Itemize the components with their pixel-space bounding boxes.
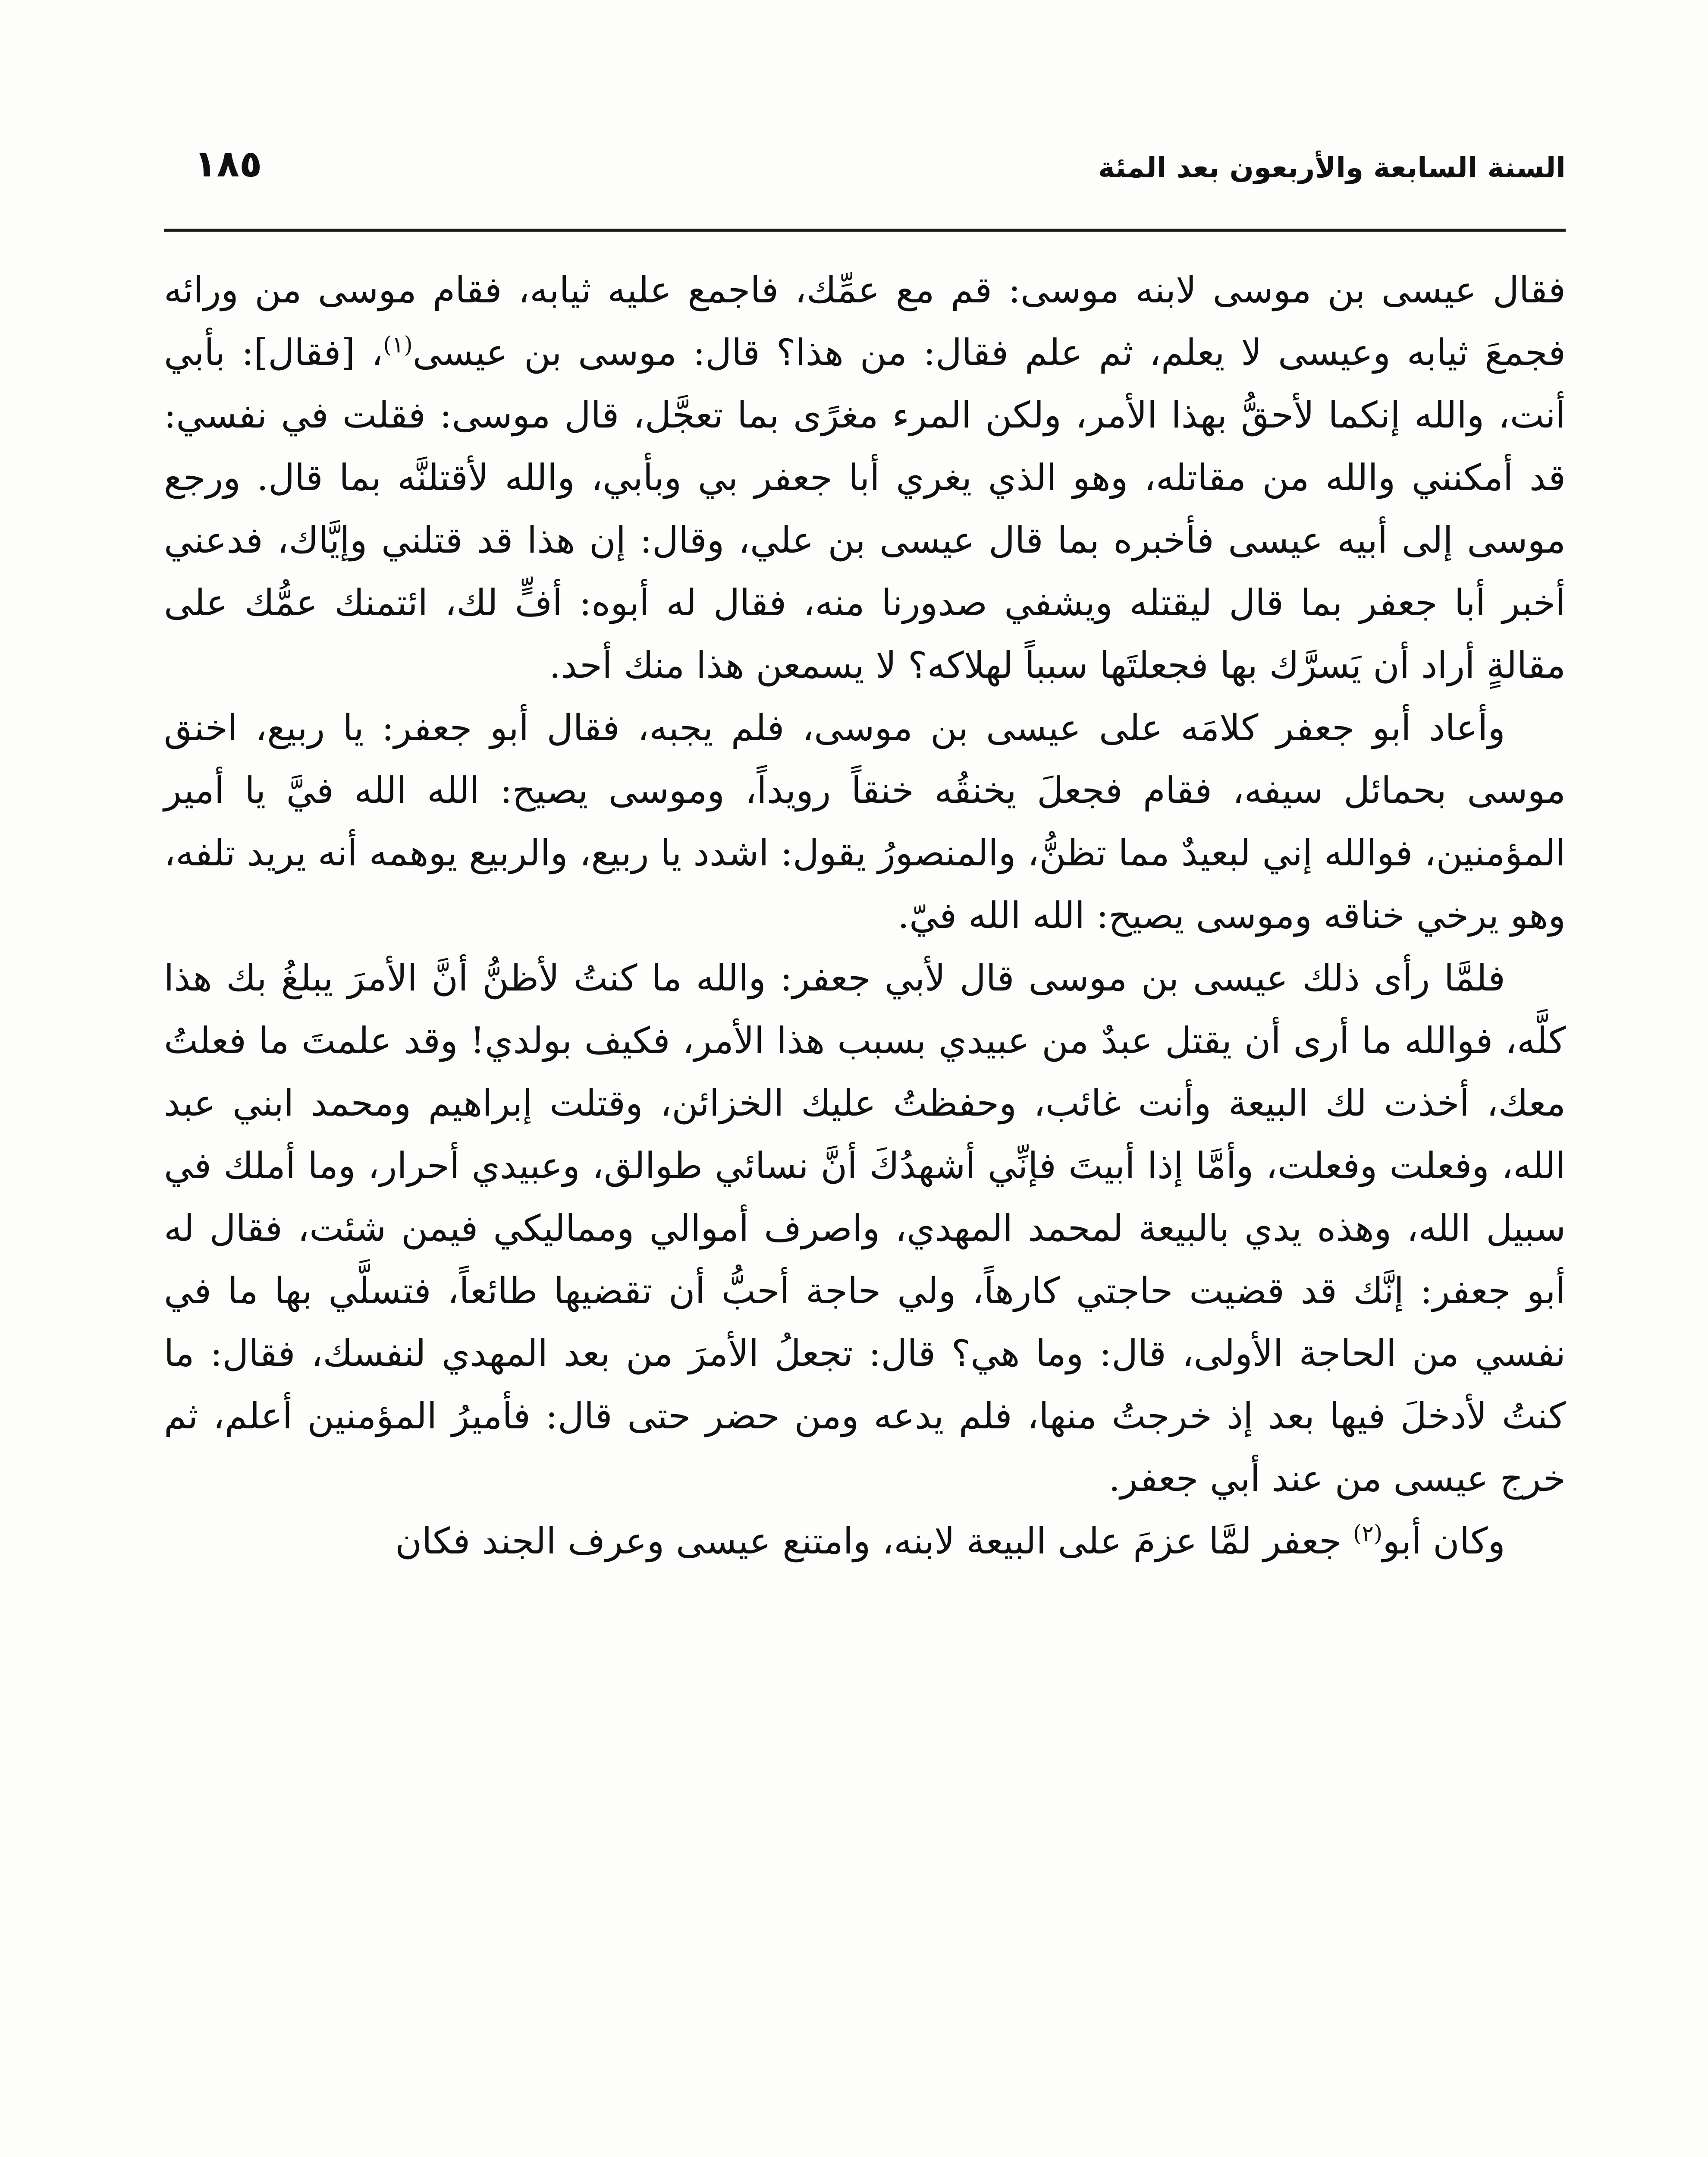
header-rule (164, 229, 1566, 232)
main-text (164, 259, 1566, 1572)
paragraph-1-text-a: فقال عيسى بن موسى لابنه موسى: قم مع عمِّك، فاجمع عليه ثيابه، فقام موسى من ورائه فجمعَ ثيابه وعيسى لا يعلم، ثم علم فقال: من هذا؟ قال: موسى بن عيسى (164, 269, 1566, 374)
footnote-marker-1: (١) (383, 332, 413, 358)
paragraph-4 (164, 1510, 1566, 1572)
paragraph-1 (164, 259, 1566, 697)
footnote-marker-2: (٢) (1353, 1521, 1383, 1547)
page-number: ١٨٥ (194, 142, 262, 186)
paragraph-3: فلمَّا رأى ذلك عيسى بن موسى قال لأبي جعفر: والله ما كنتُ لأظنُّ أنَّ الأمرَ يبلغُ بك هذا كلَّه، فوالله ما أرى أن يقتل عبدٌ من عبيدي بسبب هذا الأمر، فكيف بولدي! وقد علمتَ ما فعلتُ معك، أخذت لك البيعة وأنت غائب، وحفظتُ عليك الخزائن، وقتلت إبراهيم ومحمد ابني عبد الله، وفعلت وفعلت، وأمَّا إذا أبيتَ فإنِّي أشهدُكَ أنَّ نسائي طوالق، وعبيدي أحرار، وما أملك في سبيل الله، وهذه يدي بالبيعة لمحمد المهدي، واصرف أموالي ومماليكي فيمن شئت، فقال له أبو جعفر: إنَّك قد قضيت حاجتي كارهاً، ولي حاجة أحبُّ أن تقضيها طائعاً، فتسلَّي بها ما في نفسي من الحاجة الأولى، قال: وما هي؟ قال: تجعلُ الأمرَ من بعد المهدي لنفسك، فقال: ما كنتُ لأدخلَ فيها بعد إذ خرجتُ منها، فلم يدعه ومن حضر حتى قال: فأميرُ المؤمنين أعلم، ثم خرج عيسى من عند أبي جعفر. (164, 957, 1566, 1500)
paragraph-4-text-a: وكان أبو (1382, 1520, 1505, 1562)
paragraph-4-text-b: جعفر لمَّا عزمَ على البيعة لابنه، وامتنع عيسى وعرف الجند فكان (395, 1520, 1353, 1562)
paragraph-1-text-b: ، [فقال]: بأبي أنت، والله إنكما لأحقُّ بهذا الأمر، ولكن المرء مغرًى بما تعجَّل، قال موسى: فقلت في نفسي: قد أمكنني والله من مقاتله، وهو الذي يغري أبا جعفر بي وبأبي، والله لأقتلنَّه بما قال. ورجع موسى إلى أبيه عيسى فأخبره بما قال عيسى بن علي، وقال: إن هذا قد قتلني وإيَّاك، فدعني أخبر أبا جعفر بما قال ليقتله ويشفي صدورنا منه، فقال له أبوه: أفٍّ لك، ائتمنك عمُّك على مقالةٍ أراد أن يَسرَّك بها فجعلتَها سبباً لهلاكه؟ لا يسمعن هذا منك أحد. (164, 331, 1566, 686)
paragraph-2: وأعاد أبو جعفر كلامَه على عيسى بن موسى، فلم يجبه، فقال أبو جعفر: يا ربيع، اخنق موسى بحمائل سيفه، فقام فجعلَ يخنقُه خنقاً رويداً، وموسى يصيح: الله الله فيَّ يا أمير المؤمنين، فوالله إني لبعيدٌ مما تظنُّ، والمنصورُ يقول: اشدد يا ربيع، والربيع يوهمه أنه يريد تلفه، وهو يرخي خناقه وموسى يصيح: الله الله فيّ. (164, 707, 1566, 937)
running-title: السنة السابعة والأربعون بعد المئة (1098, 151, 1566, 184)
page-header (164, 142, 1566, 207)
